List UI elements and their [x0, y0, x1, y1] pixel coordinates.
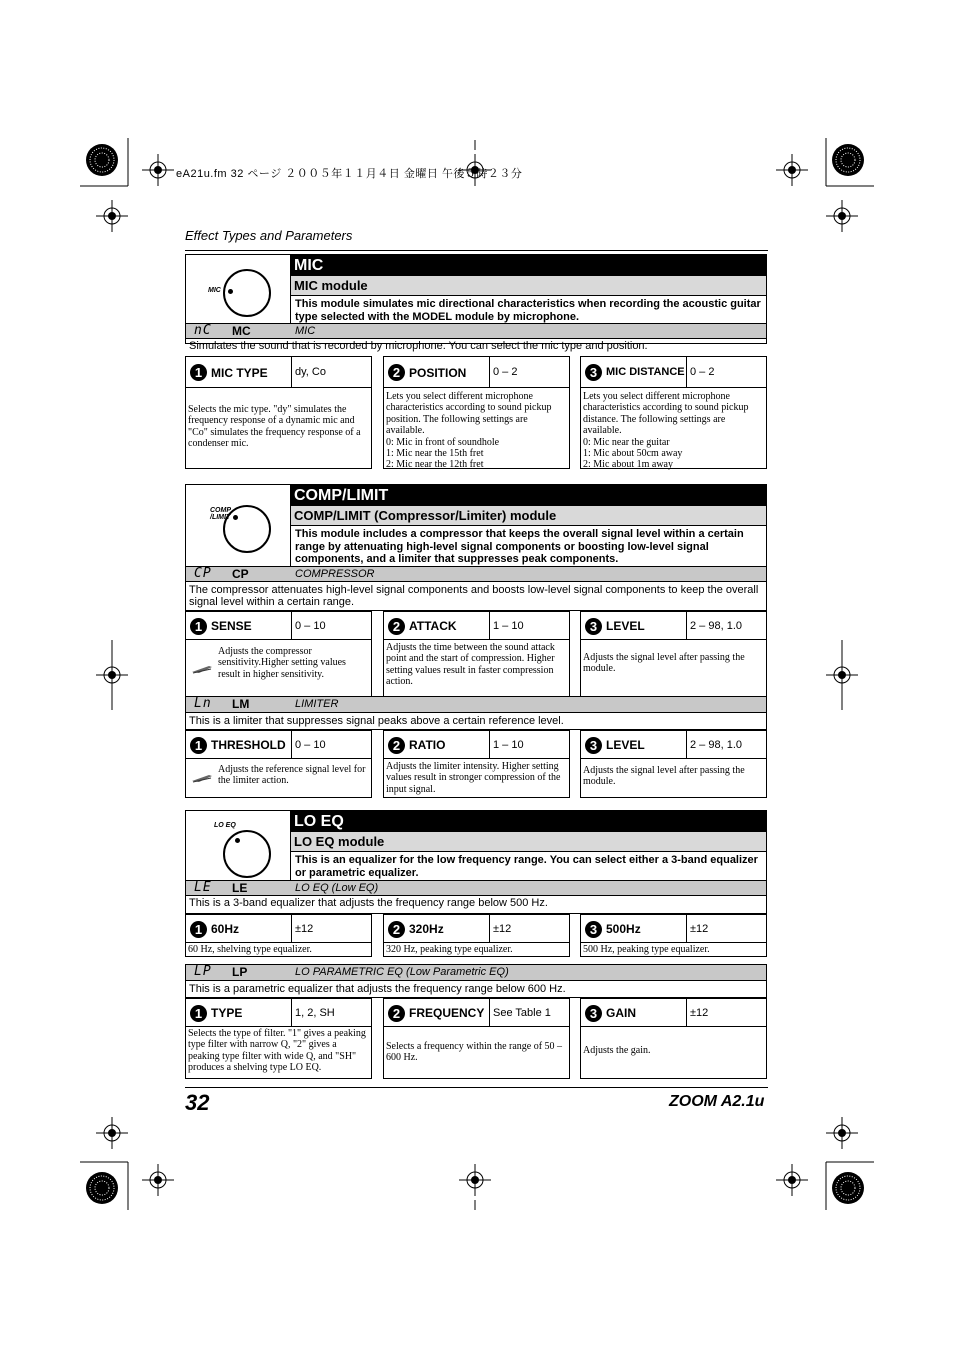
comp-knob-icon [223, 505, 271, 553]
param-box [383, 998, 570, 1079]
type-code: LP [232, 965, 248, 979]
param-range: 0 – 2 [489, 357, 569, 387]
param-header [384, 612, 569, 640]
page-number: 32 [185, 1090, 210, 1115]
lcd-display-icon: CP [194, 566, 212, 581]
param-number-badge: 3 [585, 737, 602, 754]
param-header [186, 612, 371, 640]
param-range: 1, 2, SH [291, 999, 371, 1026]
running-head: Effect Types and Parameters [185, 228, 353, 243]
mic-type-description: Simulates the sound that is recorded by microphone. You can select the mic type and position. [189, 340, 648, 352]
type-code: LE [232, 881, 248, 895]
mic-module-description: This module simulates mic directional characteristics when recording the acoustic guitar type selected with the MODEL module by microphone. [295, 298, 761, 323]
loeq-knob-label: LO EQ [214, 822, 236, 829]
param-description: Adjusts the signal level after passing the module. [583, 765, 745, 788]
param-number-badge: 1 [190, 618, 207, 635]
param-description: Adjusts the gain. [583, 1045, 651, 1056]
lopeq-section [185, 964, 767, 998]
lcd-display-icon: LE [194, 880, 212, 895]
type-code: CP [232, 567, 249, 581]
param-range: 1 – 10 [489, 612, 569, 639]
loeq-module-title: LO EQ module [291, 832, 766, 852]
param-header [581, 612, 766, 640]
param-description: Adjusts the limiter intensity. Higher setting values result in stronger compression of the input signal. [386, 761, 561, 795]
param-number-badge: 2 [388, 618, 405, 635]
lcd-display-icon: nC [194, 323, 212, 338]
comp-type-bar [186, 566, 766, 582]
param-range: 0 – 10 [291, 731, 371, 758]
param-name: MIC TYPE [211, 366, 268, 380]
param-description: Selects a frequency within the range of 50 – 600 Hz. [386, 1041, 563, 1064]
product-model: ZOOM A2.1u [669, 1093, 765, 1110]
limiter-type-bar [186, 697, 766, 713]
param-description: Selects the type of filter. "1" gives a peaking type filter with narrow Q, "2" gives a peaking type filter with wide Q, and "SH" produces a shelving type LO EQ. [188, 1028, 366, 1074]
loeq-knob-cell [186, 811, 291, 880]
param-header [186, 731, 371, 759]
lopeq-type-description: This is a parametric equalizer that adjusts the frequency range below 600 Hz. [189, 983, 566, 995]
comp-section [185, 484, 767, 611]
param-range: ±12 [686, 999, 766, 1026]
param-name: TYPE [211, 1006, 243, 1020]
param-name: LEVEL [606, 619, 645, 633]
param-range: 0 – 2 [686, 357, 766, 387]
comp-title: COMP/LIMIT [291, 485, 766, 506]
param-header [384, 999, 569, 1027]
type-name: LO EQ (Low EQ) [295, 882, 379, 894]
footer-rule [185, 1087, 768, 1088]
param-box [383, 356, 570, 469]
param-description: Adjusts the time between the sound attack point and the start of compression. Higher setting values result in faster compression action. [386, 642, 555, 688]
param-name: 320Hz [409, 922, 444, 936]
param-box [185, 914, 372, 957]
param-range: 2 – 98, 1.0 [686, 612, 766, 639]
param-header [581, 357, 766, 388]
mic-section [185, 254, 767, 352]
type-name: MIC [295, 325, 316, 337]
type-name: LO PARAMETRIC EQ (Low Parametric EQ) [295, 966, 509, 978]
param-box [185, 611, 372, 699]
param-box [383, 914, 570, 957]
comp-knob-cell [186, 485, 291, 567]
param-box [580, 998, 767, 1079]
param-range: ±12 [291, 915, 371, 942]
param-description: Adjusts the reference signal level for the limiter action. [218, 764, 366, 787]
lcd-display-icon: Ln [194, 696, 212, 711]
mic-type-bar [186, 323, 766, 339]
type-code: MC [232, 324, 251, 338]
pedal-hand-icon [191, 664, 213, 674]
comp-type-description: The compressor attenuates high-level signal components and boosts low-level signal components to keep the overall signal level within a certain range. [189, 584, 759, 608]
param-range: See Table 1 [489, 999, 569, 1026]
param-number-badge: 2 [388, 364, 405, 381]
param-number-badge: 3 [585, 1005, 602, 1022]
param-range: 1 – 10 [489, 731, 569, 758]
param-number-badge: 3 [585, 618, 602, 635]
param-description: Lets you select different microphone characteristics according to sound pickup position. The following settings are available. 0: Mic in front of soundhole 1: Mic near the 15th fret 2: Mic near the 12th fret [386, 391, 552, 471]
limiter-section [185, 696, 767, 730]
param-range: ±12 [686, 915, 766, 942]
param-range: 2 – 98, 1.0 [686, 731, 766, 758]
param-range: ±12 [489, 915, 569, 942]
param-number-badge: 1 [190, 921, 207, 938]
param-description: 500 Hz, peaking type equalizer. [583, 944, 710, 955]
param-header [581, 731, 766, 759]
loeq-type-description: This is a 3-band equalizer that adjusts the frequency range below 500 Hz. [189, 897, 548, 909]
param-header [186, 999, 371, 1027]
param-box [383, 611, 570, 699]
param-box [185, 998, 372, 1079]
param-name: GAIN [606, 1006, 636, 1020]
param-header [186, 915, 371, 943]
param-name: 60Hz [211, 922, 240, 936]
loeq-knob-icon [223, 830, 271, 878]
param-header [384, 731, 569, 759]
loeq-title: LO EQ [291, 811, 766, 832]
param-description: 60 Hz, shelving type equalizer. [188, 944, 312, 955]
loeq-section [185, 810, 767, 914]
mic-knob-label: MIC [208, 287, 221, 294]
mic-module-title: MIC module [291, 276, 766, 296]
param-number-badge: 3 [585, 364, 602, 381]
lopeq-type-bar [186, 965, 766, 981]
param-header [581, 915, 766, 943]
param-box [383, 730, 570, 798]
mic-knob-cell [186, 255, 291, 324]
param-box [185, 356, 372, 469]
param-name: SENSE [211, 619, 252, 633]
mic-knob-icon [223, 269, 271, 317]
param-number-badge: 3 [585, 921, 602, 938]
type-name: LIMITER [295, 698, 339, 710]
param-box [580, 730, 767, 798]
param-description: Adjusts the signal level after passing the module. [583, 652, 745, 675]
param-name: LEVEL [606, 738, 645, 752]
param-number-badge: 2 [388, 737, 405, 754]
param-name: MIC DISTANCE [606, 366, 685, 378]
type-name: COMPRESSOR [295, 568, 375, 580]
param-name: FREQUENCY [409, 1006, 485, 1020]
loeq-module-description: This is an equalizer for the low frequency range. You can select either a 3-band equalizer or parametric equalizer. [295, 854, 758, 879]
param-header [581, 999, 766, 1027]
comp-module-title: COMP/LIMIT (Compressor/Limiter) module [291, 506, 766, 526]
param-range: dy, Co [291, 357, 371, 387]
param-header [384, 915, 569, 943]
param-number-badge: 1 [190, 737, 207, 754]
param-name: 500Hz [606, 922, 641, 936]
param-number-badge: 1 [190, 1005, 207, 1022]
param-description: 320 Hz, peaking type equalizer. [386, 944, 513, 955]
comp-knob-label: COMP /LIMIT [210, 507, 231, 521]
limiter-type-description: This is a limiter that suppresses signal peaks above a certain reference level. [189, 715, 564, 727]
param-name: RATIO [409, 738, 446, 752]
loeq-type-bar [186, 880, 766, 896]
header-rule [185, 250, 768, 251]
pedal-hand-icon [191, 773, 213, 783]
param-box [580, 611, 767, 699]
lcd-display-icon: LP [194, 964, 212, 979]
comp-module-description: This module includes a compressor that keeps the overall signal level within a certain range by attenuating high-level signal components or boosting low-level signal components, and a limiter that suppresses peak components. [295, 528, 744, 565]
param-number-badge: 1 [190, 364, 207, 381]
param-description: Lets you select different microphone characteristics according to sound pickup distance. The following settings are available. 0: Mic near the guitar 1: Mic about 50cm away 2: Mic about 1m away [583, 391, 749, 471]
param-header [384, 357, 569, 388]
param-name: ATTACK [409, 619, 457, 633]
param-range: 0 – 10 [291, 612, 371, 639]
param-box [185, 730, 372, 798]
file-header: eA21u.fm 32 ページ ２００５年１１月４日 金曜日 午後５時２３分 [176, 168, 523, 180]
mic-title: MIC [291, 255, 766, 276]
param-number-badge: 2 [388, 1005, 405, 1022]
param-name: POSITION [409, 366, 467, 380]
param-description: Adjusts the compressor sensitivity.Higher setting values result in higher sensitivity. [218, 646, 346, 680]
param-description: Selects the mic type. "dy" simulates the frequency response of a dynamic mic and "Co" simulates the frequency response of a condenser mic. [188, 404, 361, 450]
param-name: THRESHOLD [211, 738, 286, 752]
param-box [580, 356, 767, 469]
param-box [580, 914, 767, 957]
type-code: LM [232, 697, 250, 711]
param-number-badge: 2 [388, 921, 405, 938]
param-header [186, 357, 371, 388]
